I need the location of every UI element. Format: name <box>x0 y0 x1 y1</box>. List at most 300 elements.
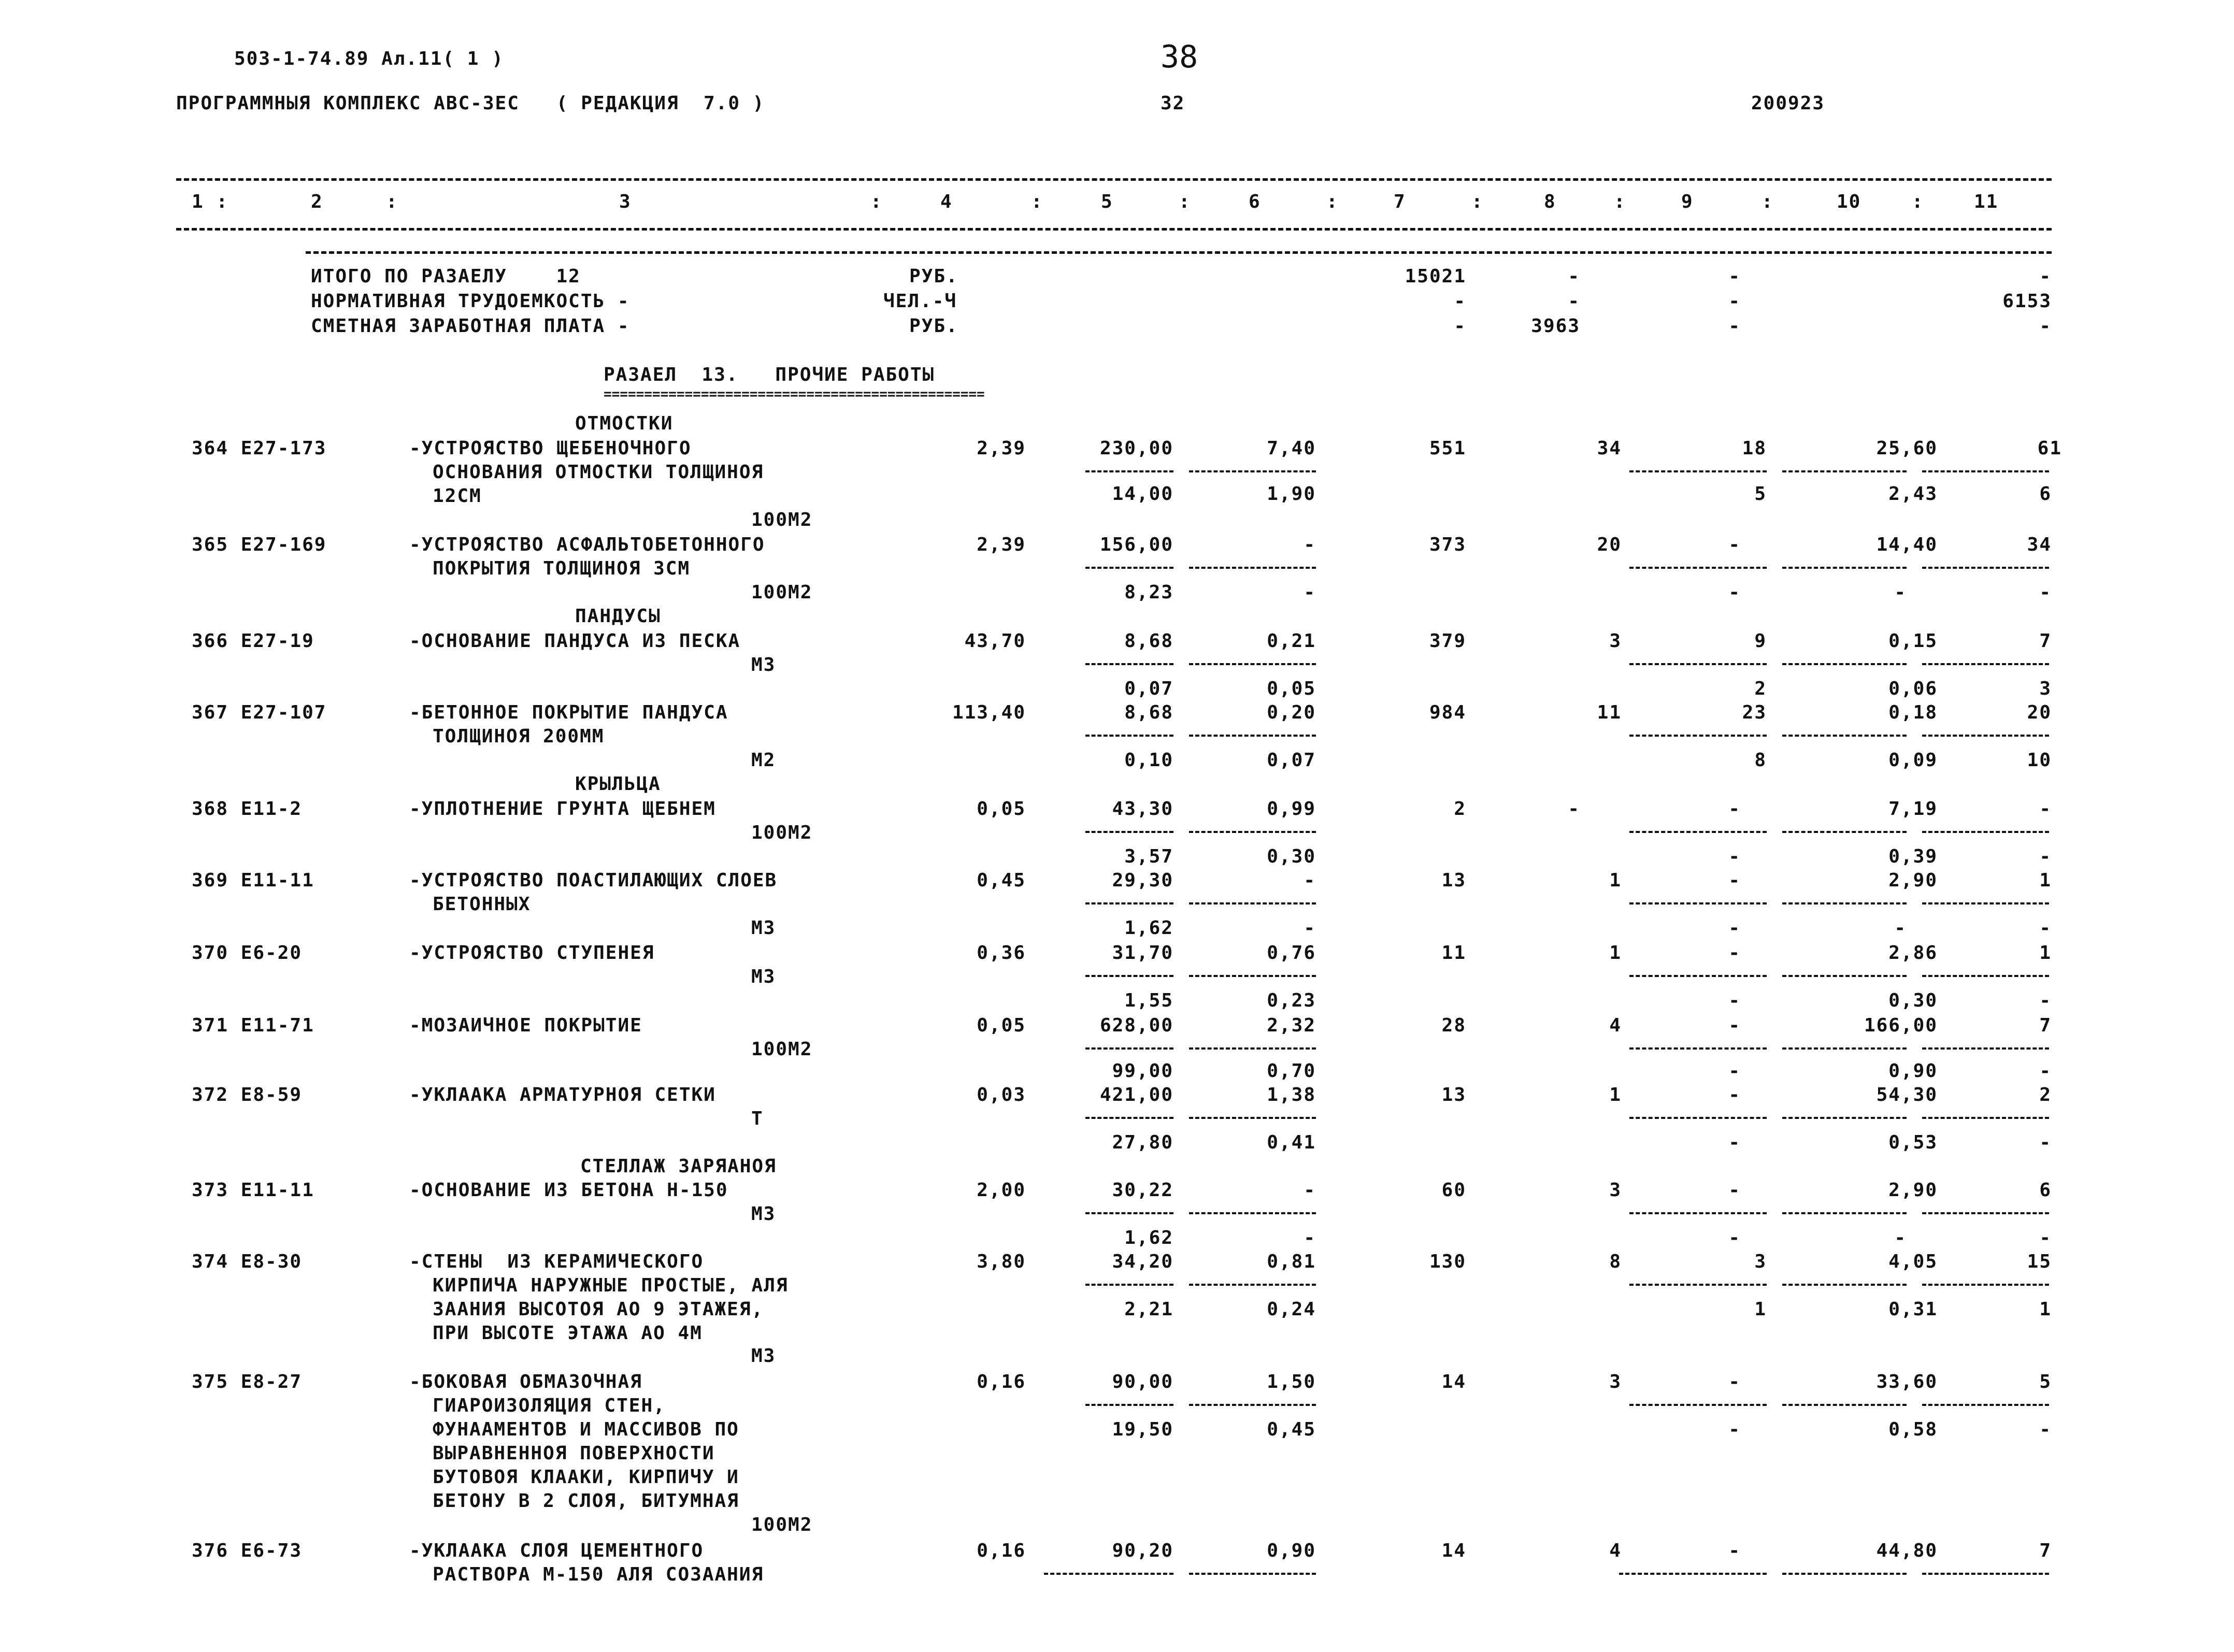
unit-price-sub: 0,70 <box>1267 1060 1316 1082</box>
unit-price: - <box>1304 534 1316 555</box>
item-name-line: -ОСНОВАНИЕ ИЗ БЕТОНА Н-150 <box>409 1180 728 1201</box>
total-cost-sub: 1 <box>2039 1299 2052 1320</box>
unit-price: 1,50 <box>1267 1371 1316 1392</box>
item-name-line: -УКЛААКА АРМАТУРНОЯ СЕТКИ <box>409 1084 716 1105</box>
total-cost-sub: - <box>1728 1227 1741 1248</box>
total-cost-sub: 0,06 <box>1888 678 1938 699</box>
item-unit: М3 <box>751 654 776 676</box>
total-cost: 0,18 <box>1888 702 1938 723</box>
price-divider <box>1782 1047 1907 1050</box>
unit-price-sub: 1,90 <box>1267 483 1316 505</box>
section-underline: =============================================== <box>604 386 985 402</box>
item-quantity: 43,70 <box>964 630 1026 652</box>
item-name-line: ВЫРАВНЕННОЯ ПОВЕРХНОСТИ <box>433 1443 715 1464</box>
price-divider <box>1085 1047 1173 1050</box>
item-name-line: -БОКОВАЯ ОБМАЗОЧНАЯ <box>409 1371 642 1392</box>
price-divider <box>1782 1404 1907 1406</box>
unit-price: 421,00 <box>1099 1084 1173 1105</box>
total-cost: - <box>1568 798 1580 820</box>
total-cost-sub: - <box>1728 1060 1741 1082</box>
item-name-line: ПОКРЫТИЯ ТОЛЩИНОЯ 3СМ <box>433 558 691 579</box>
unit-price-sub: 0,30 <box>1267 846 1316 867</box>
column-header: 9 <box>1681 191 1694 212</box>
total-cost-sub: 0,09 <box>1888 750 1938 771</box>
total-cost: 3 <box>1754 1251 1767 1272</box>
table-rule <box>306 251 2052 254</box>
total-cost: 2,90 <box>1888 1180 1938 1201</box>
price-divider <box>1782 663 1907 665</box>
price-divider <box>1629 1117 1767 1119</box>
item-name-line: КИРПИЧА НАРУЖНЫЕ ПРОСТЫЕ, АЛЯ <box>433 1275 789 1296</box>
column-header: : <box>1614 191 1626 212</box>
unit-price-sub: 1,55 <box>1124 990 1173 1011</box>
table-rule <box>176 178 2052 181</box>
unit-price: 90,00 <box>1112 1371 1173 1392</box>
item-number: 375 Е8-27 <box>192 1371 303 1392</box>
total-cost: - <box>1728 1540 1741 1561</box>
item-quantity: 0,45 <box>977 870 1026 891</box>
item-name-line: БЕТОННЫХ <box>433 894 531 915</box>
column-header: : <box>1762 191 1774 212</box>
price-divider <box>1922 902 2049 904</box>
item-unit: 100М2 <box>751 509 813 530</box>
item-name-line: -УСТРОЯСТВО ПОАСТИЛАЮЩИХ СЛОЕВ <box>409 870 778 891</box>
unit-price: 90,20 <box>1112 1540 1173 1561</box>
price-divider <box>1629 831 1767 833</box>
item-quantity: 2,39 <box>977 534 1026 555</box>
total-cost: - <box>1728 942 1741 964</box>
total-cost-sub: 10 <box>2027 750 2052 771</box>
column-header: 2 <box>311 191 323 212</box>
group-heading: СТЕЛЛАЖ ЗАРЯАНОЯ <box>580 1156 777 1177</box>
price-divider <box>1085 470 1173 472</box>
price-divider <box>1922 1117 2049 1119</box>
total-value: 3963 <box>1531 315 1580 337</box>
price-divider <box>1629 975 1767 977</box>
item-name-line: ОСНОВАНИЯ ОТМОСТКИ ТОЛЩИНОЯ <box>433 462 764 483</box>
item-quantity: 2,00 <box>977 1180 1026 1201</box>
total-value: - <box>2039 315 2052 337</box>
total-cost-sub: 2,43 <box>1888 483 1938 505</box>
total-cost-sub: 3 <box>2039 678 2052 699</box>
total-cost: 7 <box>2039 630 2052 652</box>
item-unit: 100М2 <box>751 1039 813 1060</box>
total-cost-sub: - <box>1894 917 1907 939</box>
item-quantity: 0,03 <box>977 1084 1026 1105</box>
item-name-line: -БЕТОННОЕ ПОКРЫТИЕ ПАНДУСА <box>409 702 728 723</box>
price-divider <box>1085 975 1173 977</box>
total-cost: 166,00 <box>1864 1015 1938 1036</box>
price-divider <box>1629 663 1767 665</box>
total-cost-sub: - <box>2039 1060 2052 1082</box>
item-quantity: 0,36 <box>977 942 1026 964</box>
total-unit: РУБ. <box>909 266 958 287</box>
column-header: 6 <box>1249 191 1261 212</box>
column-header: 4 <box>940 191 953 212</box>
total-cost-sub: - <box>1894 1227 1907 1248</box>
total-cost: 3 <box>1609 630 1622 652</box>
total-value: - <box>1728 266 1741 287</box>
total-cost-sub: 0,90 <box>1888 1060 1938 1082</box>
total-cost: 15 <box>2027 1251 2052 1272</box>
unit-price-sub: - <box>1304 917 1316 939</box>
unit-price-sub: 8,23 <box>1124 582 1173 603</box>
item-number: 373 Е11-11 <box>192 1180 314 1201</box>
total-cost-sub: 0,39 <box>1888 846 1938 867</box>
item-name-line: -МОЗАИЧНОЕ ПОКРЫТИЕ <box>409 1015 642 1036</box>
total-cost: 44,80 <box>1876 1540 1938 1561</box>
total-cost: 34 <box>2027 534 2052 555</box>
total-cost: 2,86 <box>1888 942 1938 964</box>
item-name-line: РАСТВОРА М-150 АЛЯ СОЗААНИЯ <box>433 1564 764 1585</box>
price-divider <box>1629 470 1767 472</box>
unit-price-sub: - <box>1304 582 1316 603</box>
unit-price: - <box>1304 870 1316 891</box>
column-header: : <box>870 191 883 212</box>
column-header: : <box>1031 191 1043 212</box>
total-cost-sub: 6 <box>2039 483 2052 505</box>
total-cost-sub: - <box>1728 1419 1741 1440</box>
price-divider <box>1782 470 1907 472</box>
program-title: ПРОГРАММНЫЯ КОМПЛЕКС АВС-ЗЕС ( РЕДАКЦИЯ 7.0 ) <box>176 93 765 114</box>
column-header: 8 <box>1544 191 1556 212</box>
price-divider <box>1922 831 2049 833</box>
price-divider <box>1629 735 1767 737</box>
total-cost: 130 <box>1429 1251 1466 1272</box>
item-name-line: ПРИ ВЫСОТЕ ЭТАЖА АО 4М <box>433 1323 703 1344</box>
price-divider <box>1782 831 1907 833</box>
total-cost: 4 <box>1609 1015 1622 1036</box>
total-cost: 4 <box>1609 1540 1622 1561</box>
item-name-line: ФУНААМЕНТОВ И МАССИВОВ ПО <box>433 1419 739 1440</box>
price-divider <box>1922 1047 2049 1050</box>
total-cost: 61 <box>2037 438 2062 459</box>
total-cost: 1 <box>1609 1084 1622 1105</box>
total-cost: 20 <box>1597 534 1622 555</box>
price-divider <box>1189 975 1316 977</box>
section-title: РАЗАЕЛ 13. ПРОЧИЕ РАБОТЫ <box>604 364 935 385</box>
total-cost-sub: 5 <box>1754 483 1767 505</box>
price-divider <box>1629 567 1767 569</box>
group-heading: ПАНДУСЫ <box>575 606 661 627</box>
total-cost-sub: 2 <box>1754 678 1767 699</box>
item-number: 365 Е27-169 <box>192 534 327 555</box>
unit-price-sub: 0,45 <box>1267 1419 1316 1440</box>
total-cost-sub: 1 <box>1754 1299 1767 1320</box>
total-cost-sub: 0,58 <box>1888 1419 1938 1440</box>
price-divider <box>1629 1047 1767 1050</box>
total-cost: 1 <box>2039 870 2052 891</box>
column-header: : <box>1912 191 1924 212</box>
total-cost-sub: - <box>2039 1419 2052 1440</box>
unit-price-sub: 1,62 <box>1124 1227 1173 1248</box>
price-divider <box>1085 567 1173 569</box>
total-cost: 0,15 <box>1888 630 1938 652</box>
price-divider <box>1085 902 1173 904</box>
price-divider <box>1085 663 1173 665</box>
unit-price: 0,76 <box>1267 942 1316 964</box>
price-divider <box>1085 1117 1173 1119</box>
document-code: 200923 <box>1751 93 1825 114</box>
price-divider <box>1189 567 1316 569</box>
total-cost-sub: - <box>2039 990 2052 1011</box>
unit-price-sub: 0,05 <box>1267 678 1316 699</box>
total-cost: 14,40 <box>1876 534 1938 555</box>
price-divider <box>1189 1047 1316 1050</box>
unit-price: 156,00 <box>1099 534 1173 555</box>
column-header: : <box>1179 191 1191 212</box>
unit-price-sub: 99,00 <box>1112 1060 1173 1082</box>
total-cost-sub: - <box>2039 1227 2052 1248</box>
total-label: НОРМАТИВНАЯ ТРУДОЕМКОСТЬ - <box>311 291 630 312</box>
total-cost-sub: - <box>2039 1132 2052 1153</box>
price-divider <box>1629 1284 1767 1286</box>
total-cost: 13 <box>1441 870 1466 891</box>
column-header: : <box>1326 191 1339 212</box>
total-cost-sub: - <box>1728 582 1741 603</box>
total-cost: 9 <box>1754 630 1767 652</box>
unit-price: 0,20 <box>1267 702 1316 723</box>
total-cost: 373 <box>1429 534 1466 555</box>
total-cost-sub: - <box>2039 582 2052 603</box>
unit-price-sub: 3,57 <box>1124 846 1173 867</box>
unit-price: 0,99 <box>1267 798 1316 820</box>
total-cost-sub: 0,30 <box>1888 990 1938 1011</box>
total-cost: 23 <box>1742 702 1767 723</box>
total-cost: 60 <box>1441 1180 1466 1201</box>
price-divider <box>1629 1404 1767 1406</box>
item-unit: 100М2 <box>751 822 813 843</box>
item-unit: 100М2 <box>751 1514 813 1535</box>
group-heading: КРЫЛЬЦА <box>575 773 661 795</box>
total-cost: - <box>1728 870 1741 891</box>
price-divider <box>1782 1212 1907 1214</box>
total-unit: ЧЕЛ.-Ч <box>883 291 957 312</box>
item-name-line: ГИАРОИЗОЛЯЦИЯ СТЕН, <box>433 1395 666 1416</box>
unit-price: 29,30 <box>1112 870 1173 891</box>
page-number: 38 <box>1161 39 1198 75</box>
unit-price-sub: 0,41 <box>1267 1132 1316 1153</box>
column-header: : <box>1471 191 1484 212</box>
item-quantity: 0,16 <box>977 1540 1026 1561</box>
total-cost: 3 <box>1609 1180 1622 1201</box>
price-divider <box>1085 831 1173 833</box>
group-heading: ОТМОСТКИ <box>575 413 674 434</box>
unit-price: 7,40 <box>1267 438 1316 459</box>
item-unit: М2 <box>751 750 776 771</box>
item-name-line: -УСТРОЯСТВО СТУПЕНЕЯ <box>409 942 655 964</box>
item-unit: М3 <box>751 966 776 987</box>
item-name-line: -СТЕНЫ ИЗ КЕРАМИЧЕСКОГО <box>409 1251 704 1272</box>
sheet-number: 32 <box>1161 93 1185 114</box>
column-header: 1 : <box>192 191 229 212</box>
total-cost: 11 <box>1441 942 1466 964</box>
price-divider <box>1782 735 1907 737</box>
total-cost: 1 <box>1609 942 1622 964</box>
column-header: 11 <box>1974 191 1999 212</box>
item-number: 376 Е6-73 <box>192 1540 303 1561</box>
total-cost-sub: - <box>1728 846 1741 867</box>
price-divider <box>1189 1573 1316 1575</box>
unit-price-sub: 19,50 <box>1112 1419 1173 1440</box>
item-name-line: -УПЛОТНЕНИЕ ГРУНТА ЩЕБНЕМ <box>409 798 716 820</box>
price-divider <box>1629 1212 1767 1214</box>
total-cost: - <box>1728 1371 1741 1392</box>
total-cost: 2 <box>1454 798 1466 820</box>
unit-price: 8,68 <box>1124 702 1173 723</box>
price-divider <box>1922 1284 2049 1286</box>
item-number: 372 Е8-59 <box>192 1084 303 1105</box>
item-unit: 100М2 <box>751 582 813 603</box>
item-number: 364 Е27-173 <box>192 438 327 459</box>
price-divider <box>1782 1117 1907 1119</box>
item-number: 369 Е11-11 <box>192 870 314 891</box>
total-cost-sub: - <box>2039 917 2052 939</box>
total-cost: - <box>1728 1180 1741 1201</box>
item-name-line: БЕТОНУ В 2 СЛОЯ, БИТУМНАЯ <box>433 1490 739 1512</box>
item-quantity: 0,05 <box>977 1015 1026 1036</box>
total-cost-sub: 0,53 <box>1888 1132 1938 1153</box>
item-number: 367 Е27-107 <box>192 702 327 723</box>
price-divider <box>1189 1284 1316 1286</box>
price-divider <box>1629 902 1767 904</box>
total-cost: 7 <box>2039 1015 2052 1036</box>
total-cost: - <box>1728 1084 1741 1105</box>
total-value: - <box>1568 291 1580 312</box>
unit-price-sub: 14,00 <box>1112 483 1173 505</box>
unit-price: 31,70 <box>1112 942 1173 964</box>
total-cost: - <box>1728 1015 1741 1036</box>
price-divider <box>1085 1284 1173 1286</box>
total-cost: 54,30 <box>1876 1084 1938 1105</box>
item-number: 374 Е8-30 <box>192 1251 303 1272</box>
total-cost: 1 <box>2039 942 2052 964</box>
total-cost-sub: - <box>2039 846 2052 867</box>
total-value: - <box>1568 266 1580 287</box>
total-cost: 7 <box>2039 1540 2052 1561</box>
price-divider <box>1189 902 1316 904</box>
total-value: - <box>1728 315 1741 337</box>
unit-price: 8,68 <box>1124 630 1173 652</box>
total-cost-sub: 0,31 <box>1888 1299 1938 1320</box>
total-cost-sub: - <box>1894 582 1907 603</box>
column-header: 5 <box>1101 191 1113 212</box>
price-divider <box>1044 1573 1173 1575</box>
total-unit: РУБ. <box>909 315 958 337</box>
price-divider <box>1189 735 1316 737</box>
total-cost: 2,90 <box>1888 870 1938 891</box>
unit-price-sub: 1,62 <box>1124 917 1173 939</box>
total-cost-sub: - <box>1728 1132 1741 1153</box>
price-divider <box>1782 1573 1907 1575</box>
item-number: 366 Е27-19 <box>192 630 314 652</box>
price-divider <box>1782 567 1907 569</box>
price-divider <box>1189 1404 1316 1406</box>
total-cost: 18 <box>1742 438 1767 459</box>
price-divider <box>1085 1404 1173 1406</box>
unit-price: 30,22 <box>1112 1180 1173 1201</box>
total-cost-sub: - <box>1728 917 1741 939</box>
price-divider <box>1782 1284 1907 1286</box>
column-header: : <box>386 191 398 212</box>
price-divider <box>1922 1573 2049 1575</box>
total-cost: 2 <box>2039 1084 2052 1105</box>
total-cost: 551 <box>1429 438 1466 459</box>
price-divider <box>1189 1212 1316 1214</box>
document-reference: 503-1-74.89 Ал.11( 1 ) <box>234 48 504 69</box>
price-divider <box>1782 902 1907 904</box>
total-label: ИТОГО ПО РАЗАЕЛУ 12 <box>311 266 581 287</box>
item-name-line: -УКЛААКА СЛОЯ ЦЕМЕНТНОГО <box>409 1540 704 1561</box>
price-divider <box>1189 663 1316 665</box>
unit-price-sub: 27,80 <box>1112 1132 1173 1153</box>
total-value: - <box>1454 291 1466 312</box>
item-number: 370 Е6-20 <box>192 942 303 964</box>
total-value: 15021 <box>1405 266 1466 287</box>
price-divider <box>1922 1404 2049 1406</box>
item-unit: Т <box>751 1108 764 1129</box>
price-divider <box>1782 975 1907 977</box>
item-quantity: 0,05 <box>977 798 1026 820</box>
item-name-line: -УСТРОЯСТВО ЩЕБЕНОЧНОГО <box>409 438 692 459</box>
total-cost: 1 <box>1609 870 1622 891</box>
total-cost: 14 <box>1441 1540 1466 1561</box>
total-label: СМЕТНАЯ ЗАРАБОТНАЯ ПЛАТА - <box>311 315 630 337</box>
item-name-line: -УСТРОЯСТВО АСФАЛЬТОБЕТОННОГО <box>409 534 765 555</box>
total-cost: 13 <box>1441 1084 1466 1105</box>
unit-price: 34,20 <box>1112 1251 1173 1272</box>
column-header: 7 <box>1394 191 1406 212</box>
price-divider <box>1189 470 1316 472</box>
total-cost: 20 <box>2027 702 2052 723</box>
unit-price: 2,32 <box>1267 1015 1316 1036</box>
total-cost: 379 <box>1429 630 1466 652</box>
unit-price-sub: 0,24 <box>1267 1299 1316 1320</box>
unit-price: 230,00 <box>1099 438 1173 459</box>
total-cost: - <box>1728 798 1741 820</box>
total-cost: 5 <box>2039 1371 2052 1392</box>
total-cost: 14 <box>1441 1371 1466 1392</box>
item-quantity: 3,80 <box>977 1251 1026 1272</box>
price-divider <box>1922 975 2049 977</box>
item-name-line: -ОСНОВАНИЕ ПАНДУСА ИЗ ПЕСКА <box>409 630 741 652</box>
unit-price: 1,38 <box>1267 1084 1316 1105</box>
item-name-line: БУТОВОЯ КЛААКИ, КИРПИЧУ И <box>433 1467 739 1488</box>
unit-price-sub: - <box>1304 1227 1316 1248</box>
unit-price: 43,30 <box>1112 798 1173 820</box>
price-divider <box>1922 663 2049 665</box>
total-cost: 33,60 <box>1876 1371 1938 1392</box>
price-divider <box>1922 567 2049 569</box>
item-unit: М3 <box>751 1203 776 1225</box>
item-name-line: 12СМ <box>433 485 482 507</box>
unit-price-sub: 2,21 <box>1124 1299 1173 1320</box>
total-cost: 11 <box>1597 702 1622 723</box>
item-unit: М3 <box>751 1345 776 1367</box>
item-quantity: 0,16 <box>977 1371 1026 1392</box>
total-cost-sub: - <box>1728 990 1741 1011</box>
total-cost: - <box>2039 798 2052 820</box>
column-header: 10 <box>1837 191 1861 212</box>
total-value: 6153 <box>2002 291 2052 312</box>
price-divider <box>1189 831 1316 833</box>
unit-price: - <box>1304 1180 1316 1201</box>
total-cost: 34 <box>1597 438 1622 459</box>
unit-price: 0,90 <box>1267 1540 1316 1561</box>
unit-price: 628,00 <box>1099 1015 1173 1036</box>
item-number: 371 Е11-71 <box>192 1015 314 1036</box>
price-divider <box>1922 1212 2049 1214</box>
